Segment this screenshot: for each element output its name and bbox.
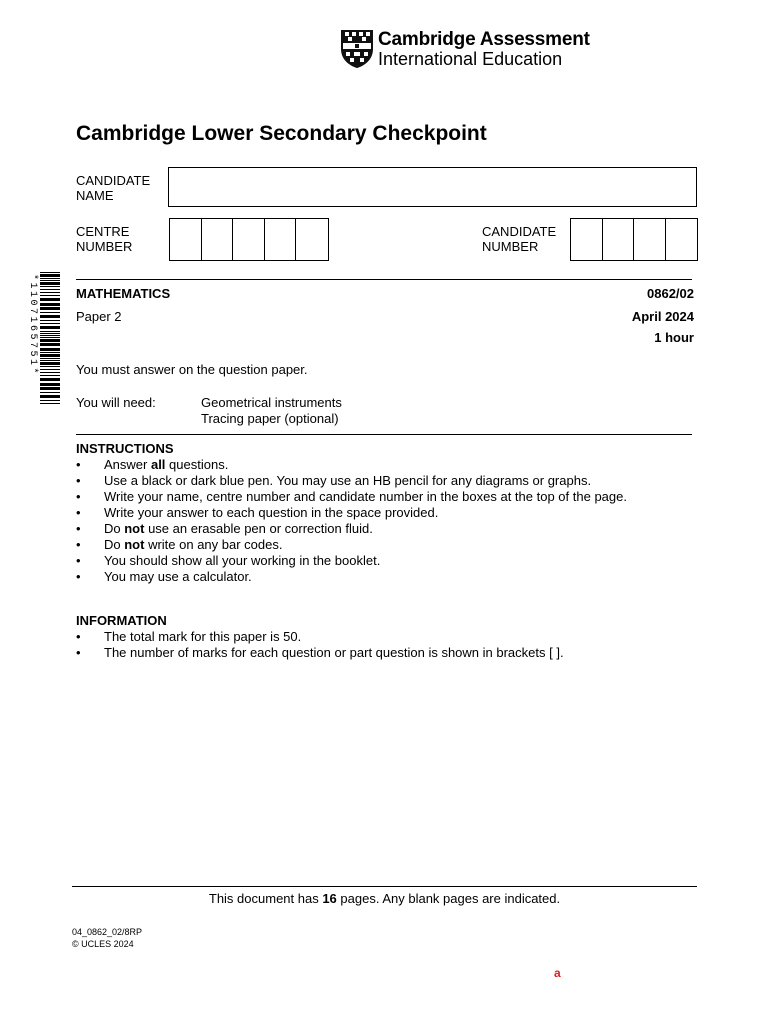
- instruction-item: • You should show all your working in the booklet.: [76, 553, 627, 569]
- barcode-bar: [40, 295, 60, 296]
- barcode-bar: [40, 282, 60, 285]
- need-label: You will need:: [76, 395, 156, 410]
- barcode-bar: [40, 392, 60, 393]
- answer-note: You must answer on the question paper.: [76, 362, 308, 377]
- instruction-item: • Do not write on any bar codes.: [76, 537, 627, 553]
- paper-number: Paper 2: [76, 309, 122, 324]
- barcode-bar: [40, 339, 60, 342]
- barcode-bar: [40, 348, 60, 351]
- barcode-bar: [40, 354, 60, 357]
- instruction-item: • You may use a calculator.: [76, 569, 627, 585]
- information-item: • The total mark for this paper is 50.: [76, 629, 564, 645]
- centre-number-label: [76, 224, 132, 254]
- barcode-bar: [40, 403, 60, 404]
- divider-middle: [76, 434, 692, 435]
- instruction-item: • Do not use an erasable pen or correction fluid.: [76, 521, 627, 537]
- barcode-bar: [40, 337, 60, 338]
- barcode-bar: [40, 303, 60, 306]
- candidate-number-field[interactable]: [570, 218, 698, 261]
- barcode-bar: [40, 320, 60, 321]
- page-count-note: This document has 16 pages. Any blank pages are indicated.: [208, 891, 561, 906]
- barcode-bar: [40, 312, 60, 313]
- barcode-bar: [40, 289, 60, 290]
- barcode-bar: [40, 387, 60, 390]
- candidate-number-digit-box[interactable]: [666, 219, 697, 260]
- barcode-bar: [40, 395, 60, 398]
- page-count: 16: [322, 891, 337, 906]
- corner-mark: a: [554, 966, 561, 980]
- footer-divider: [72, 886, 697, 887]
- barcode-bar: [40, 352, 60, 353]
- instructions-heading: INSTRUCTIONS: [76, 441, 174, 456]
- centre-number-label-line-1: CENTRE: [76, 224, 130, 239]
- subject-name: MATHEMATICS: [76, 286, 171, 301]
- candidate-name-field[interactable]: [168, 167, 697, 207]
- exam-date: April 2024: [631, 309, 694, 324]
- centre-number-digit-box[interactable]: [296, 219, 328, 260]
- paper-code: 0862/02: [647, 286, 694, 301]
- logo-line-2: International Education: [378, 49, 563, 69]
- candidate-name-label-line-1: CANDIDATE: [76, 173, 151, 188]
- barcode: [26, 272, 60, 408]
- instruction-item: • Use a black or dark blue pen. You may use an HB pencil for any diagrams or graphs.: [76, 473, 627, 489]
- need-list: [201, 395, 342, 427]
- instruction-item: • Write your name, centre number and candidate number in the boxes at the top of the page.: [76, 489, 627, 505]
- barcode-bar: [40, 335, 60, 336]
- divider-top: [76, 279, 692, 280]
- centre-number-digit-box[interactable]: [170, 219, 202, 260]
- reference-code: 04_0862_02/8RP: [72, 927, 143, 937]
- barcode-bar: [40, 400, 60, 401]
- barcode-bar: [40, 331, 60, 332]
- candidate-number-digit-box[interactable]: [571, 219, 603, 260]
- page-title: Cambridge Lower Secondary Checkpoint: [76, 122, 487, 145]
- candidate-number-label-line-1: CANDIDATE: [482, 224, 557, 239]
- barcode-bar: [40, 383, 60, 386]
- candidate-name-label: [76, 173, 150, 203]
- candidate-number-digit-box[interactable]: [603, 219, 635, 260]
- need-item: Geometrical instruments: [201, 395, 342, 410]
- centre-number-digit-box[interactable]: [233, 219, 265, 260]
- barcode-bar: [40, 326, 60, 329]
- barcode-text: *1107165751*: [27, 274, 38, 377]
- need-item: Tracing paper (optional): [201, 411, 339, 426]
- barcode-bar: [40, 362, 60, 365]
- information-heading: INFORMATION: [76, 613, 167, 628]
- barcode-bar: [40, 286, 60, 287]
- centre-number-label-line-2: NUMBER: [76, 239, 133, 254]
- instruction-item: • Write your answer to each question in the space provided.: [76, 505, 627, 521]
- candidate-number-label: [482, 224, 556, 254]
- barcode-bar: [40, 278, 60, 279]
- barcode-bar: [40, 360, 60, 361]
- logo-line-1: Cambridge Assessment: [378, 29, 590, 50]
- barcode-bar: [40, 333, 60, 334]
- centre-number-digit-box[interactable]: [265, 219, 297, 260]
- barcode-bar: [40, 378, 60, 381]
- barcode-bar: [40, 315, 60, 318]
- instructions-list: [76, 457, 627, 585]
- candidate-number-digit-box[interactable]: [634, 219, 666, 260]
- barcode-bar: [40, 292, 60, 293]
- barcode-bar: [40, 307, 60, 310]
- barcode-bar: [40, 358, 60, 359]
- barcode-bar: [40, 280, 60, 281]
- shield-crest-icon: [340, 29, 374, 69]
- barcode-bar: [40, 274, 60, 277]
- barcode-bar: [40, 343, 60, 346]
- copyright: © UCLES 2024: [72, 939, 134, 949]
- barcode-bar: [40, 323, 60, 324]
- barcode-bar: [40, 272, 60, 273]
- barcode-graphic: [26, 272, 60, 408]
- exam-duration: 1 hour: [654, 330, 694, 345]
- barcode-bar: [40, 366, 60, 367]
- barcode-bar: [40, 369, 60, 370]
- cambridge-logo: [340, 29, 590, 71]
- barcode-bar: [40, 372, 60, 373]
- barcode-bar: [40, 375, 60, 376]
- centre-number-field[interactable]: [169, 218, 329, 261]
- candidate-number-label-line-2: NUMBER: [482, 239, 539, 254]
- barcode-bar: [40, 298, 60, 301]
- information-list: [76, 629, 564, 661]
- centre-number-digit-box[interactable]: [202, 219, 234, 260]
- instruction-item: • Answer all questions.: [76, 457, 627, 473]
- candidate-name-label-line-2: NAME: [76, 188, 114, 203]
- information-item: • The number of marks for each question or part question is shown in brackets [ ].: [76, 645, 564, 661]
